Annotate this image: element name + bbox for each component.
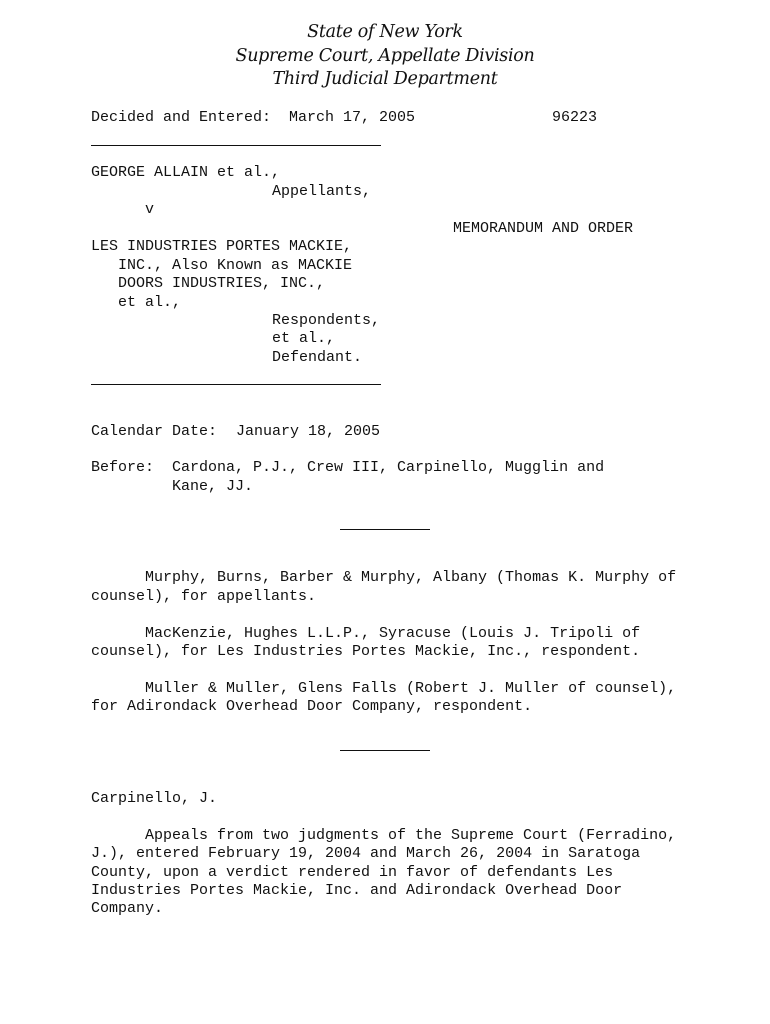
defendant-line: DOORS INDUSTRIES, INC., (118, 275, 326, 292)
defendant-role: et al., (272, 330, 336, 347)
plaintiff-name: GEORGE ALLAIN et al., (91, 164, 281, 181)
section-divider (340, 750, 430, 751)
court-division: Supreme Court, Appellate Division (235, 46, 535, 66)
opinion-text-line: Industries Portes Mackie, Inc. and Adirondack Overhead Door (91, 882, 623, 899)
defendant-role: Defendant. (272, 349, 363, 366)
opinion-text-line: County, upon a verdict rendered in favor of defendants Les (91, 864, 614, 881)
order-title: MEMORANDUM AND ORDER (453, 220, 634, 237)
panel-judges: Cardona, P.J., Crew III, Carpinello, Mugglin and (172, 459, 605, 476)
section-divider (340, 529, 430, 530)
counsel-line: MacKenzie, Hughes L.L.P., Syracuse (Louis J. Tripoli of (145, 625, 641, 642)
decided-date: March 17, 2005 (289, 109, 416, 126)
counsel-line: counsel), for appellants. (91, 588, 317, 605)
court-name: State of New York (307, 22, 463, 42)
counsel-line: for Adirondack Overhead Door Company, respondent. (91, 698, 533, 715)
court-department: Third Judicial Department (272, 69, 498, 89)
defendant-line: et al., (118, 294, 182, 311)
opinion-text-line: Appeals from two judgments of the Supreme Court (Ferradino, (145, 827, 677, 844)
defendant-role: Respondents, (272, 312, 381, 329)
calendar-label: Calendar Date: (91, 423, 218, 440)
counsel-line: Muller & Muller, Glens Falls (Robert J. Muller of counsel), (145, 680, 677, 697)
counsel-line: Murphy, Burns, Barber & Murphy, Albany (Thomas K. Murphy of (145, 569, 677, 586)
docket-number: 96223 (552, 109, 598, 126)
caption-top-rule (91, 145, 381, 146)
defendant-line: INC., Also Known as MACKIE (118, 257, 353, 274)
counsel-line: counsel), for Les Industries Portes Mackie, Inc., respondent. (91, 643, 641, 660)
calendar-date: January 18, 2005 (236, 423, 381, 440)
versus: v (145, 201, 155, 218)
before-label: Before: (91, 459, 155, 476)
caption-bottom-rule (91, 384, 381, 385)
panel-judges-cont: Kane, JJ. (172, 478, 254, 495)
opinion-text-line: Company. (91, 900, 164, 917)
decided-label: Decided and Entered: (91, 109, 272, 126)
opinion-author: Carpinello, J. (91, 790, 218, 807)
defendant-line: LES INDUSTRIES PORTES MACKIE, (91, 238, 353, 255)
plaintiff-role: Appellants, (272, 183, 372, 200)
opinion-text-line: J.), entered February 19, 2004 and March 26, 2004 in Saratoga (91, 845, 641, 862)
